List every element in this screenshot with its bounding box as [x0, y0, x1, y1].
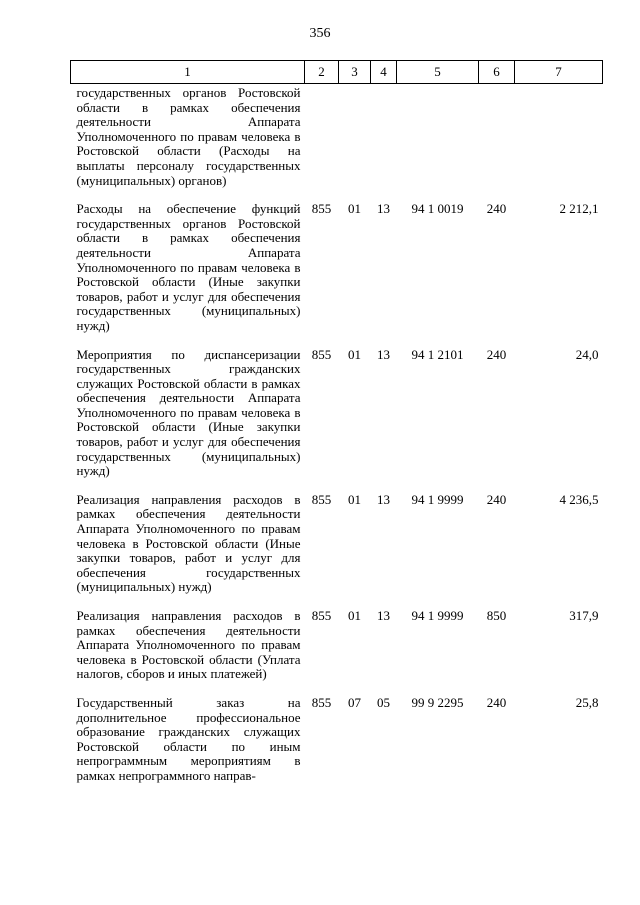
cell-expense-type: 240 — [486, 694, 507, 710]
cell-target-article: 94 1 9999 — [411, 491, 464, 507]
cell-amount: 24,0 — [575, 346, 599, 362]
cell-ministry-code: 855 — [311, 694, 332, 710]
cell-subsection-code: 13 — [377, 608, 390, 623]
cell-subsection-code: 13 — [377, 346, 390, 362]
table-row — [71, 609, 603, 682]
table-row — [71, 348, 603, 479]
budget-table — [70, 60, 603, 784]
column-header: 5 — [397, 61, 479, 84]
column-header-row — [71, 61, 603, 84]
cell-target-article: 99 9 2295 — [411, 694, 464, 710]
cell-amount: 25,8 — [575, 694, 599, 710]
cell-section-code — [339, 84, 371, 189]
cell-expense-type — [479, 84, 515, 189]
cell-expense-type: 240 — [486, 491, 507, 507]
column-header: 7 — [515, 61, 603, 84]
cell-section-code: 01 — [348, 608, 361, 623]
cell-amount: 317,9 — [569, 608, 599, 623]
cell-subsection-code: 13 — [377, 491, 390, 507]
cell-subsection-code: 13 — [377, 201, 390, 217]
cell-ministry-code: 855 — [311, 491, 332, 507]
cell-ministry-code — [305, 84, 339, 189]
column-header: 6 — [479, 61, 515, 84]
cell-amount: 4 236,5 — [559, 491, 599, 507]
cell-ministry-code: 855 — [311, 201, 332, 217]
cell-target-article: 94 1 2101 — [411, 346, 464, 362]
cell-section-code: 01 — [348, 346, 361, 362]
table-row — [71, 202, 603, 333]
row-description: Реализация направления расходов в рамках обеспечения деятельности Аппарата Уполномоченного по правам человека в Ростовской области (Иные закупки товаров, работ и услуг для обеспечения государственных (муниципальных) нужд) — [76, 491, 301, 595]
row-description: государственных органов Ростовской области в рамках обеспечения деятельности Аппарата Уполномоченного по правам человека в Ростовской области (Расходы на выплаты персоналу государственных (муниципальных) органов) — [76, 85, 301, 188]
cell-target-article: 94 1 0019 — [411, 201, 464, 217]
cell-expense-type: 240 — [486, 346, 507, 362]
cell-section-code: 01 — [348, 491, 361, 507]
table-row — [71, 696, 603, 784]
cell-ministry-code: 855 — [311, 346, 332, 362]
cell-expense-type: 850 — [486, 608, 507, 623]
page-number: 356 — [309, 26, 331, 41]
cell-section-code: 01 — [348, 201, 361, 217]
row-description: Реализация направления расходов в рамках обеспечения деятельности Аппарата Уполномоченного по правам человека в Ростовской области (Уплата налогов, сборов и иных платежей) — [76, 608, 301, 682]
row-description: Мероприятия по диспансеризации государственных гражданских служащих Ростовской области в рамках обеспечения деятельности Аппарата Уполномоченного по правам человека в Ростовской области (Иные закупки товаров, работ и услуг для обеспечения государственных (муниципальных) нужд) — [76, 346, 301, 479]
cell-section-code: 07 — [348, 694, 361, 710]
column-header: 1 — [71, 61, 305, 84]
cell-subsection-code: 05 — [377, 694, 390, 710]
cell-amount: 2 212,1 — [559, 201, 599, 217]
table-row — [71, 493, 603, 595]
cell-target-article — [397, 84, 479, 189]
cell-ministry-code: 855 — [311, 608, 332, 623]
cell-subsection-code — [371, 84, 397, 189]
column-header: 3 — [339, 61, 371, 84]
column-header: 4 — [371, 61, 397, 84]
column-header: 2 — [305, 61, 339, 84]
row-description: Расходы на обеспечение функций государственных органов Ростовской области в рамках обеспечения деятельности Аппарата Уполномоченного по правам человека в Ростовской области (Иные закупки товаров, работ и услуг для обеспечения государственных (муниципальных) нужд) — [76, 201, 301, 333]
cell-amount — [515, 84, 603, 189]
cell-target-article: 94 1 9999 — [411, 608, 464, 623]
cell-expense-type: 240 — [486, 201, 507, 217]
row-description: Государственный заказ на дополнительное профессиональное образование гражданских служащих Ростовской области по иным непрограммным мероприятиям в рамках непрограммного направ- — [76, 694, 301, 783]
table-row — [71, 84, 603, 189]
